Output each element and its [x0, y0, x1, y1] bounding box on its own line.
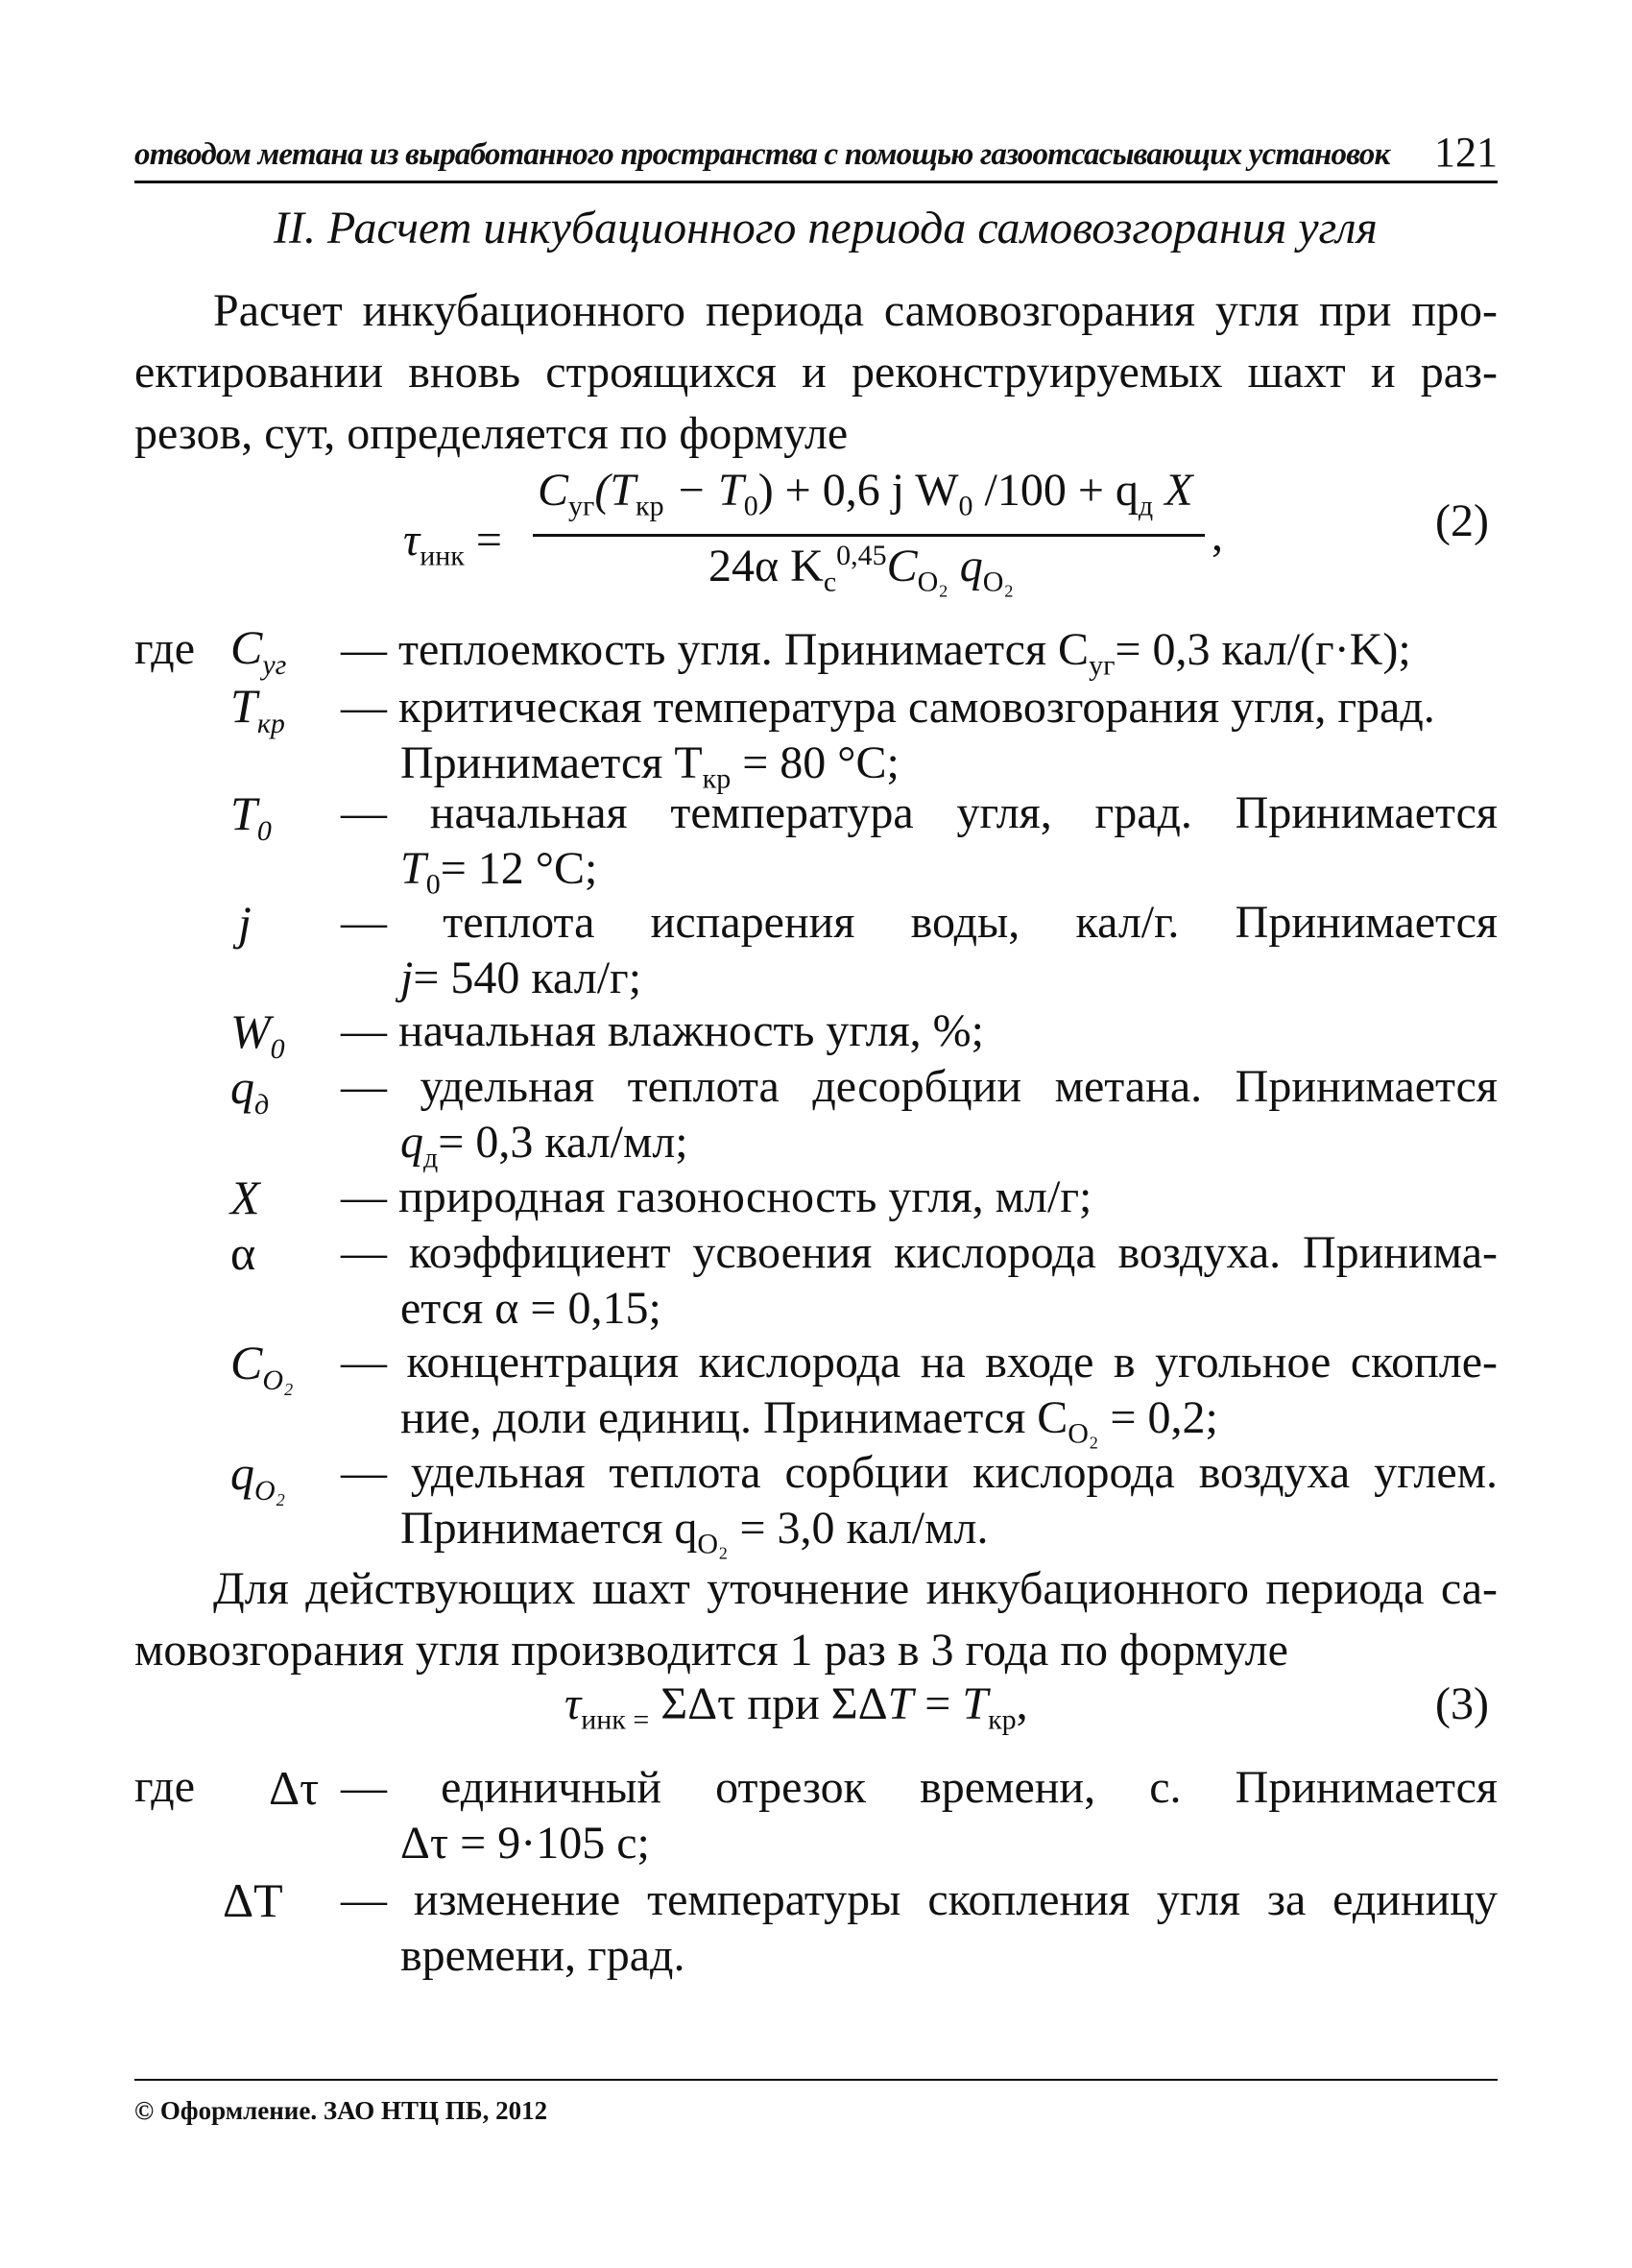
paragraph-line: Расчет инкубационного периода самовозгорания угля при про- — [213, 285, 1498, 336]
section-title: II. Расчет инкубационного периода самовозгорания угля — [274, 203, 1378, 253]
formula-2-denominator: 24α $K_с^{0,45}C_{O_2}$ $q_{O_2}$ — [708, 540, 1014, 598]
fraction-bar — [533, 534, 1205, 537]
var-t-0: $T_0$ — [230, 786, 272, 847]
running-title: отводом метана из выработанного пространства с помощью газоотсасывающих установок — [134, 137, 1390, 172]
definition-j: — теплота испарения воды, кал/г. Принимается j= 540 кал/г; — [341, 897, 1498, 1003]
formula-2-numerator: $C_{уг}(T_{кр} - T_0) + 0,6$ j $W_0$ $/100 + q_д$ X — [538, 465, 1193, 522]
formula-2-comma: , — [1212, 510, 1223, 561]
intro-paragraph — [134, 280, 1498, 465]
definition-alpha: — коэффициент усвоения кислорода воздуха. Принима- ется α = 0,15; — [341, 1227, 1498, 1334]
definition-c-ug: — теплоемкость угля. Принимается $C_{уг}= 0,3$ кал/(г·K); — [341, 624, 1411, 682]
equation-number-2: (2) — [1435, 495, 1489, 546]
definition-c-o2: — концентрация кислорода на входе в угольное скопле- ние, доли единиц. Принимается $C_{O_2} = 0,2$; — [341, 1337, 1498, 1450]
definition-q-o2: — удельная теплота сорбции кислорода воздуха углем. Принимается $q_{O_2} = 3,0$ кал/мл. — [341, 1447, 1498, 1560]
var-delta-tau: Δτ — [269, 1761, 320, 1815]
definition-t-0: — начальная температура угля, град. Принимается $T_0= 12$ °C; — [341, 787, 1498, 901]
var-x: X — [230, 1170, 260, 1224]
formula-3: $\tau_{инк =}$ ΣΔτ при $\Sigma\Delta T = T_{кр}$, — [564, 1678, 1028, 1736]
var-alpha: α — [230, 1226, 256, 1280]
var-t-kr: $T_{кр}$ — [230, 679, 285, 739]
definition-delta-tau: — единичный отрезок времени, с. Принимается Δτ = 9·105 с; — [341, 1762, 1498, 1869]
definition-delta-t: — изменение температуры скопления угля за единицу времени, град. — [341, 1874, 1498, 1981]
paragraph-line: мовозгорания угля производится 1 раз в 3 года по формуле — [134, 1625, 1288, 1676]
page-number: 121 — [1434, 129, 1498, 176]
footer-rule — [134, 2079, 1498, 2081]
var-c-ug: $C_{уг}$ — [230, 620, 287, 681]
running-header — [134, 123, 1498, 183]
var-c-o2: $C_{O_2}$ — [230, 1336, 294, 1396]
var-w-0: $W_0$ — [230, 1004, 285, 1065]
definition-w-0: — начальная влажность угля, %; — [341, 1005, 984, 1056]
definition-q-d: — удельная теплота десорбции метана. Принимается $q_д= 0,3$ кал/мл; — [341, 1061, 1498, 1174]
var-j: j — [238, 896, 252, 950]
var-delta-t: ΔT — [223, 1873, 283, 1927]
paragraph-line: Для действующих шахт уточнение инкубационного периода са- — [213, 1563, 1498, 1614]
var-q-d: $q_д$ — [230, 1060, 270, 1121]
where-label-2: где — [134, 1761, 196, 1812]
where-label: где — [134, 623, 196, 674]
middle-paragraph — [134, 1558, 1498, 1681]
definition-x: — природная газоносность угля, мл/г; — [341, 1171, 1092, 1222]
formula-2-lhs: $\tau_{инк}$ = — [403, 515, 502, 572]
footer-copyright: © Оформление. ЗАО НТЦ ПБ, 2012 — [134, 2096, 548, 2125]
definition-t-kr: — критическая температура самовозгорания угля, град. Принимается $T_{кр} = 80$ °C; — [341, 682, 1435, 795]
paragraph-line: ектировании вновь строящихся и реконструируемых шахт и раз- — [134, 347, 1498, 398]
equation-number-3: (3) — [1435, 1678, 1489, 1729]
var-q-o2: $q_{O_2}$ — [230, 1446, 286, 1507]
paragraph-line: резов, сут, определяется по формуле — [134, 408, 849, 459]
